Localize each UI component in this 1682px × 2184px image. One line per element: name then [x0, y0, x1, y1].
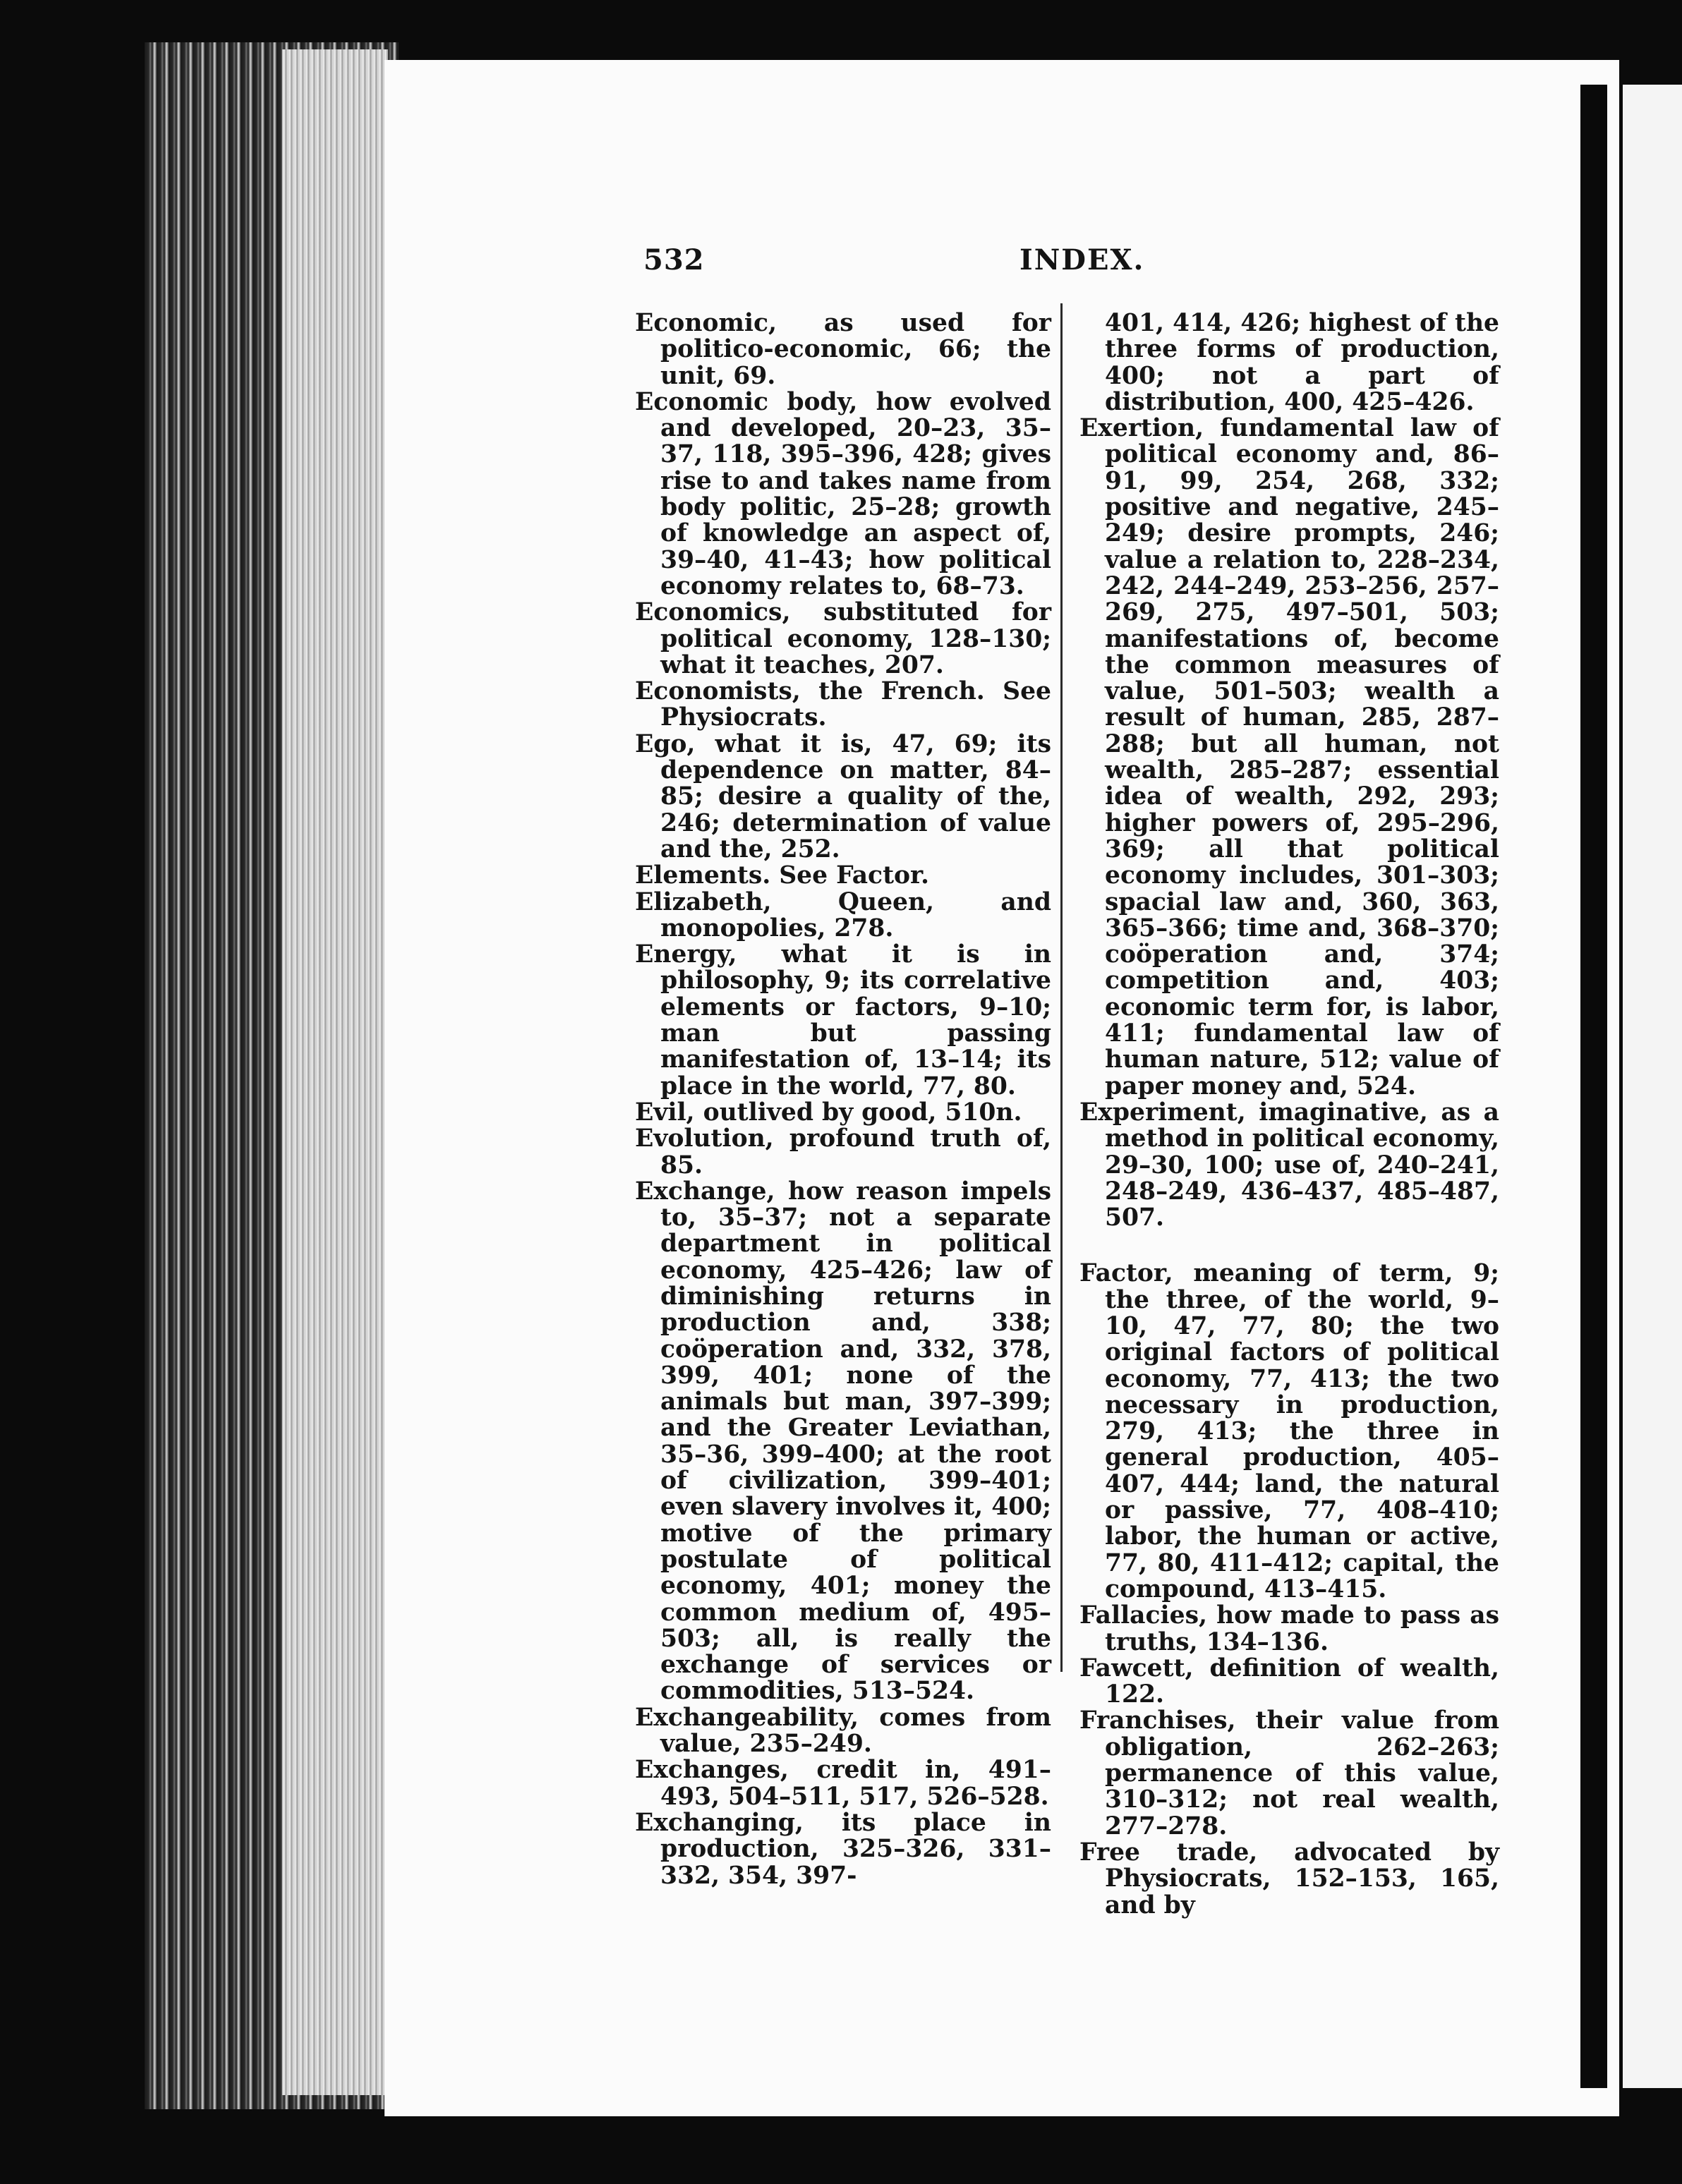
facing-page-strip — [1623, 85, 1682, 2088]
running-head: INDEX. — [1020, 243, 1145, 277]
index-column-left — [635, 310, 1051, 1889]
index-entry: Exchanging, its place in production, 325–326, 331–332, 354, 397- — [635, 1808, 1051, 1890]
index-entry: Factor, meaning of term, 9; the three, of the world, 9–10, 47, 77, 80; the two original factors of political economy, 77, 413; the two necessary in production, 279, 413; the three in general production, 405–407, 444; land, the natural or passive, 77, 408–410; labor, the human or active, 77, 80, 411–412; capital, the compound, 413–415. — [1079, 1259, 1499, 1603]
index-entry: Exchangeability, comes from value, 235–249. — [635, 1703, 1051, 1759]
index-entry: Evil, outlived by good, 510n. — [635, 1098, 1022, 1127]
index-entry: Franchises, their value from obligation, 262–263; permanence of this value, 310–312; not real wealth, 277–278. — [1079, 1706, 1499, 1840]
page-number: 532 — [643, 243, 705, 277]
book-page-edges-light — [282, 49, 388, 2095]
index-entry-continuation: 401, 414, 426; highest of the three forms of production, 400; not a part of distribution, 400, 425–426. — [1105, 309, 1499, 416]
index-entry: Exchange, how reason impels to, 35–37; not a separate department in political economy, 425–426; law of diminishing returns in production and, 338; coöperation and, 332, 378, 399, 401; none of the animals but man, 397–399; and the Greater Leviathan, 35–36, 399–400; at the root of civilization, 399–401; even slavery involves it, 400; motive of the primary postulate of political economy, 401; money the common medium of, 495–503; all, is really the exchange of services or commodities, 513–524. — [635, 1177, 1051, 1706]
letter-section-gap — [1079, 1231, 1499, 1261]
index-entry: Fawcett, definition of wealth, 122. — [1079, 1654, 1499, 1709]
facing-page-edge — [1580, 85, 1607, 2088]
index-entry: Experiment, imaginative, as a method in political economy, 29–30, 100; use of, 240–241, 248–249, 436–437, 485–487, 507. — [1079, 1098, 1500, 1232]
index-entry: Elizabeth, Queen, and monopolies, 278. — [635, 887, 1051, 942]
index-entry: Economists, the French. See Physiocrats. — [635, 677, 1051, 732]
index-entry: Economic body, how evolved and developed, 20–23, 35–37, 118, 395–396, 428; gives rise to and takes name from body politic, 25–28; growth of knowledge an aspect of, 39–40, 41–43; how political economy relates to, 68–73. — [635, 387, 1051, 600]
index-entry: Exertion, fundamental law of political economy and, 86–91, 99, 254, 268, 332; positive and negative, 245–249; desire prompts, 246; value a relation to, 228–234, 242, 244–249, 253–256, 257–269, 275, 497–501, 503; manifestations of, become the common measures of value, 501–503; wealth a result of human, 285, 287–288; but all human, not wealth, 285–287; essential idea of wealth, 292, 293; higher powers of, 295–296, 369; all that political economy includes, 301–303; spacial law and, 360, 363, 365–366; time and, 368–370; coöperation and, 374; competition and, 403; economic term for, is labor, 411; fundamental law of human nature, 512; value of paper money and, 524. — [1079, 414, 1499, 1100]
index-entry: Elements. See Factor. — [635, 861, 930, 890]
index-entry: Economic, as used for politico-economic, 66; the unit, 69. — [635, 309, 1051, 390]
index-entry: Ego, what it is, 47, 69; its dependence on matter, 84–85; desire a quality of the, 246; determination of value and the, 252. — [635, 729, 1051, 863]
index-entry: Economics, substituted for political economy, 128–130; what it teaches, 207. — [635, 598, 1051, 679]
column-divider — [1060, 303, 1063, 1672]
index-entry: Free trade, advocated by Physiocrats, 152–153, 165, and by — [1079, 1838, 1499, 1919]
index-entry: Exchanges, credit in, 491–493, 504–511, 517, 526–528. — [635, 1756, 1051, 1811]
index-entry: Fallacies, how made to pass as truths, 134–136. — [1079, 1601, 1499, 1656]
index-column-right — [1079, 310, 1499, 1919]
index-entry: Energy, what it is in philosophy, 9; its correlative elements or factors, 9–10; man but passing manifestation of, 13–14; its place in the world, 77, 80. — [635, 940, 1051, 1100]
index-entry: Evolution, profound truth of, 85. — [635, 1124, 1051, 1179]
